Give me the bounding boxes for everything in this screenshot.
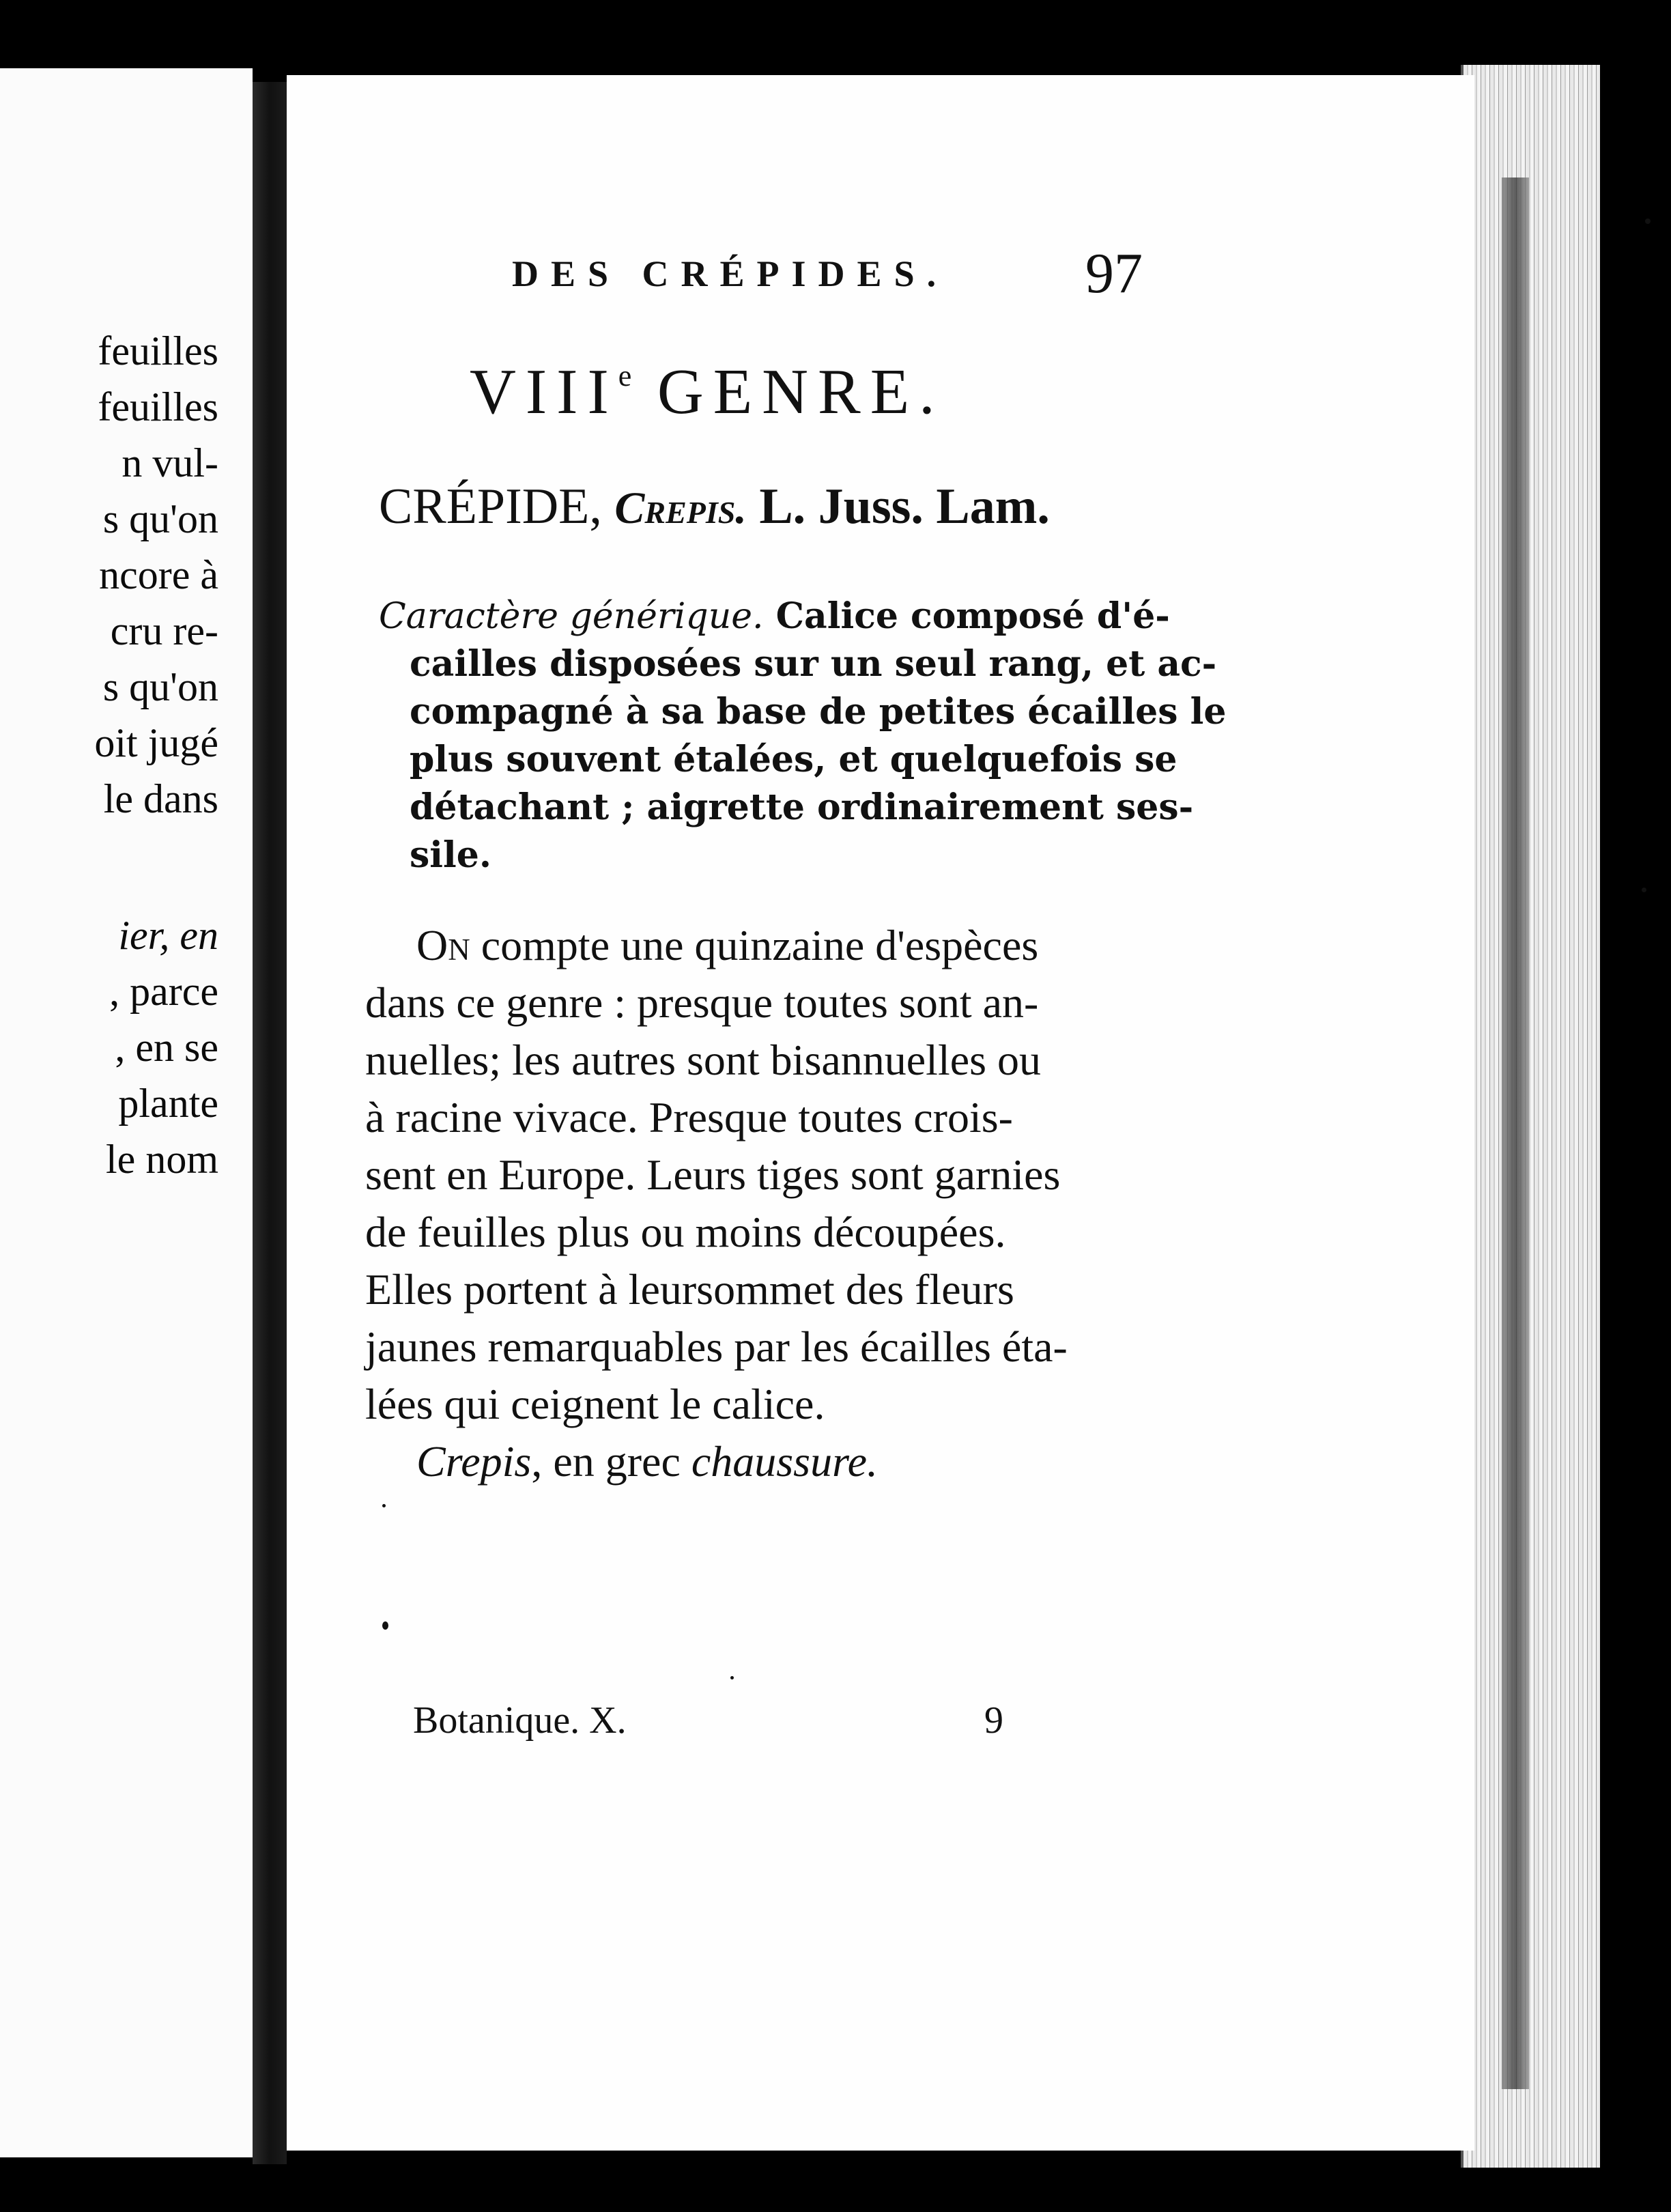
genre-superscript: e xyxy=(618,359,632,393)
left-line: feuilles xyxy=(98,328,218,373)
etymology-word: Crepis xyxy=(416,1437,532,1486)
genus-latin: Crepis. xyxy=(614,483,747,533)
character-line: sile. xyxy=(410,834,491,876)
etymology-meaning: chaussure. xyxy=(691,1437,878,1486)
page-number: 97 xyxy=(1085,242,1143,305)
ink-speck xyxy=(730,1676,734,1679)
left-line: n vul- xyxy=(122,440,218,485)
character-line: compagné à sa base de petites écailles le xyxy=(410,691,1227,733)
paragraph-line: à racine vivace. Presque toutes crois- xyxy=(365,1093,1013,1142)
left-line: , parce xyxy=(109,969,218,1014)
left-line: le dans xyxy=(103,776,218,821)
paragraph-text: compte une quinzaine d'espèces xyxy=(481,921,1039,969)
left-line: cru re- xyxy=(110,608,218,653)
left-line: s qu'on xyxy=(102,496,218,541)
paragraph-line: dans ce genre : presque toutes sont an- xyxy=(365,978,1039,1027)
left-line: ier, en xyxy=(118,913,218,958)
left-line: , en se xyxy=(115,1025,218,1070)
paragraph-line: nuelles; les autres sont bisannuelles ou xyxy=(365,1036,1042,1084)
left-line: ncore à xyxy=(99,552,218,597)
ink-speck xyxy=(1645,218,1651,224)
genus-name: CRÉPIDE, xyxy=(379,479,602,535)
character-line: détachant ; aigrette ordinairement ses- xyxy=(410,786,1194,828)
paragraph-line: de feuilles plus ou moins découpées. xyxy=(365,1208,1006,1256)
paragraph-line: sent en Europe. Leurs tiges sont garnies xyxy=(365,1150,1061,1199)
paragraph-line: Elles portent à leursommet des fleurs xyxy=(365,1265,1014,1314)
etymology-text: , en grec xyxy=(531,1437,681,1486)
left-page xyxy=(0,68,253,2157)
paragraph-line: jaunes remarquables par les écailles éta- xyxy=(365,1322,1068,1371)
character-label: Caractère générique. xyxy=(379,596,764,637)
character-line: cailles disposées sur un seul rang, et ac- xyxy=(410,643,1217,685)
genre-word: GENRE. xyxy=(657,356,945,427)
genus-authorities: L. Juss. Lam. xyxy=(759,479,1050,535)
ink-speck xyxy=(1642,888,1646,892)
signature-mark: 9 xyxy=(984,1699,1003,1742)
left-line: plante xyxy=(118,1081,218,1126)
ink-speck xyxy=(382,1621,388,1630)
page-edge-shadow xyxy=(1502,178,1529,2089)
etymology-line xyxy=(416,1436,878,1487)
signature-footer: Botanique. X. xyxy=(413,1699,627,1742)
genus-heading xyxy=(379,478,1050,536)
book-gutter xyxy=(253,82,287,2164)
left-line: oit jugé xyxy=(94,720,218,765)
paragraph-initial: On xyxy=(416,921,470,969)
genre-roman: VIII xyxy=(470,356,618,427)
paragraph-line xyxy=(416,920,1038,971)
genre-title xyxy=(470,355,945,429)
left-line: le nom xyxy=(106,1137,218,1182)
ink-speck xyxy=(382,1504,386,1507)
page-fore-edge xyxy=(1461,65,1600,2168)
character-line xyxy=(379,595,1170,637)
left-line: feuilles xyxy=(98,384,218,429)
left-line: s qu'on xyxy=(102,664,218,709)
character-text: Calice composé d'é- xyxy=(775,595,1170,637)
paragraph-line: lées qui ceignent le calice. xyxy=(365,1380,825,1428)
running-head: DES CRÉPIDES. xyxy=(512,253,949,294)
character-line: plus souvent étalées, et quelquefois se xyxy=(410,739,1177,780)
